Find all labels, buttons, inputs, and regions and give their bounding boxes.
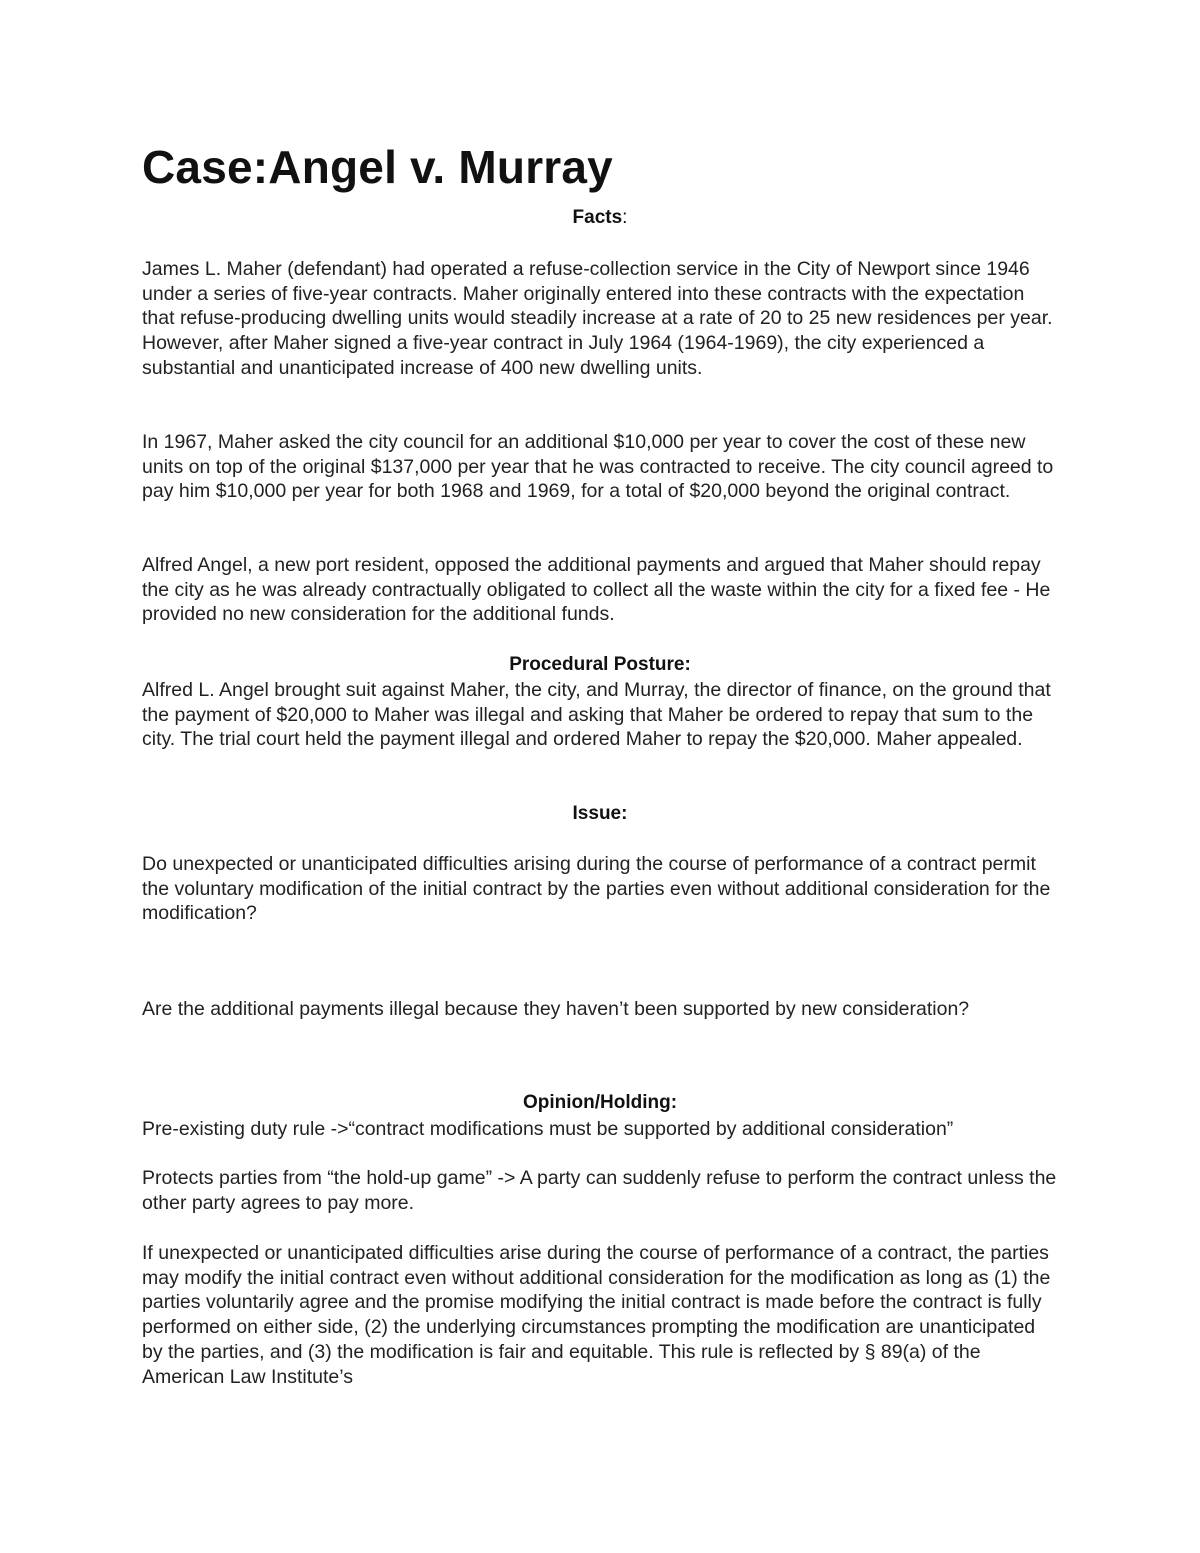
opinion-paragraph-2: Protects parties from “the hold-up game” -> A party can suddenly refuse to perform the contract unless the other party agrees to pay more.	[142, 1167, 1057, 1214]
facts-paragraph-1: James L. Maher (defendant) had operated a refuse-collection service in the City of Newport since 1946 under a series of five-year contracts. Maher originally entered into these contracts with the expectation that refuse-producing dwelling units would steadily increase at a rate of 20 to 25 new residences per year. However, after Maher signed a five-year contract in July 1964 (1964-1969), the city experienced a substantial and unanticipated increase of 400 new dwelling units.	[142, 258, 1053, 379]
issue-heading: Issue:	[572, 803, 628, 824]
opinion-paragraph-1: Pre-existing duty rule ->“contract modifications must be supported by additional consideration”	[142, 1118, 954, 1140]
opinion-paragraph-3: If unexpected or unanticipated difficulties arise during the course of performance of a contract, the parties may modify the initial contract even without additional consideration for the modification as long as (1) the parties voluntarily agree and the promise modifying the initial contract is made before the contract is fully performed on either side, (2) the underlying circumstances prompting the modification are unanticipated by the parties, and (3) the modification is fair and equitable. This rule is reflected by § 89(a) of the American Law Institute’s	[142, 1242, 1051, 1388]
case-title: Case:Angel v. Murray	[142, 141, 613, 193]
procedural-posture-paragraph: Alfred L. Angel brought suit against Maher, the city, and Murray, the director of finance, on the ground that the payment of $20,000 to Maher was illegal and asking that Maher be ordered to repay that sum to the city. The trial court held the payment illegal and ordered Maher to repay the $20,000. Maher appealed.	[142, 679, 1051, 751]
facts-heading-label: Facts	[572, 207, 623, 228]
facts-paragraph-3: Alfred Angel, a new port resident, opposed the additional payments and argued that Maher should repay the city as he was already contractually obligated to collect all the waste within the city for a fixed fee - He provided no new consideration for the additional funds.	[142, 554, 1051, 626]
opinion-heading: Opinion/Holding:	[522, 1092, 678, 1113]
facts-paragraph-2: In 1967, Maher asked the city council for an additional $10,000 per year to cover the cost of these new units on top of the original $137,000 per year that he was contracted to receive. The city council agreed to pay him $10,000 per year for both 1968 and 1969, for a total of $20,000 beyond the original contract.	[142, 431, 1054, 503]
procedural-posture-heading: Procedural Posture:	[509, 654, 691, 675]
issue-question-1: Do unexpected or unanticipated difficulties arising during the course of performance of a contract permit the voluntary modification of the initial contract by the parties even without additional consideration for the modification?	[142, 853, 1051, 925]
issue-question-2: Are the additional payments illegal because they haven’t been supported by new consideration?	[142, 998, 970, 1020]
facts-heading-colon: :	[622, 207, 628, 228]
facts-heading	[142, 207, 1058, 229]
